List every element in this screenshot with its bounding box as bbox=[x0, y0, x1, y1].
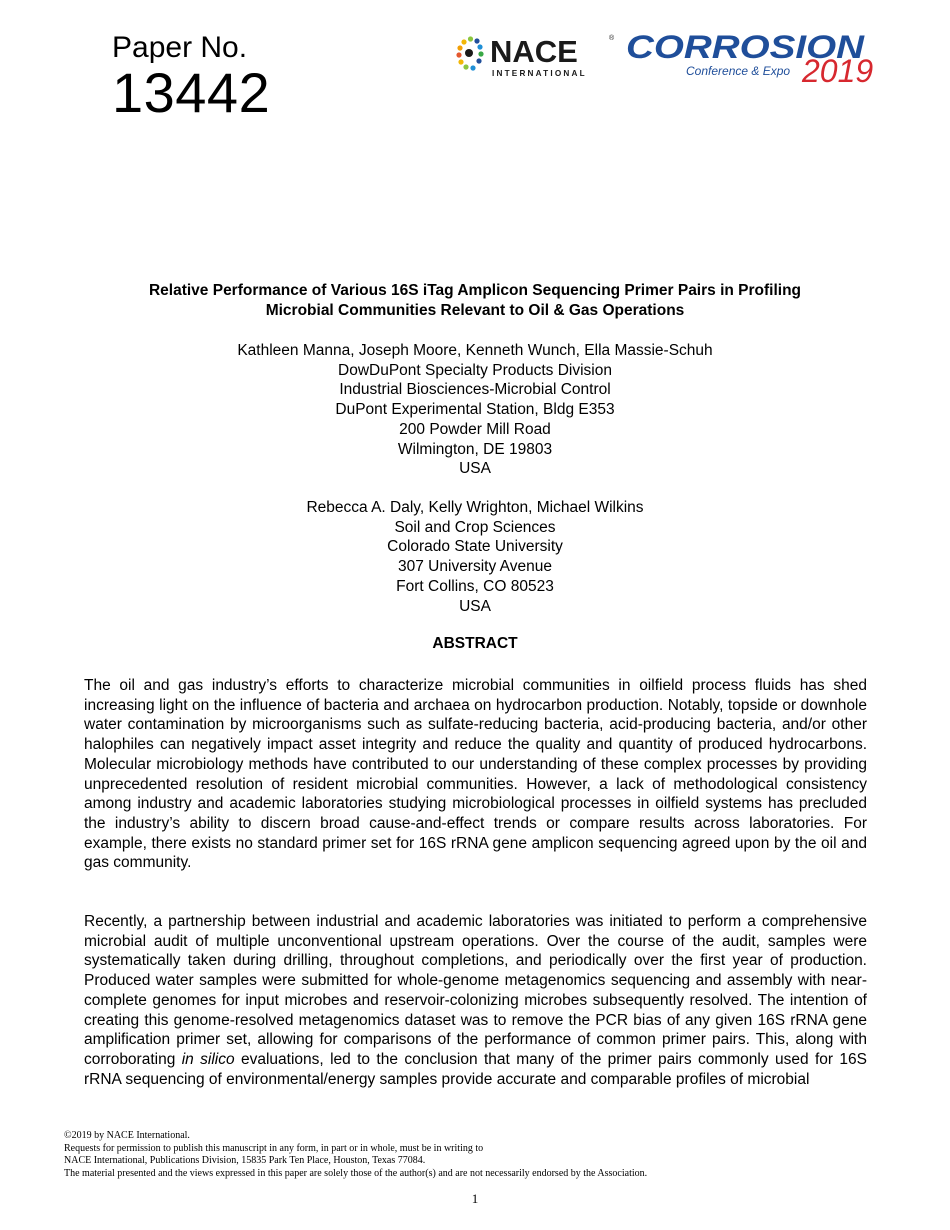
affiliation-line: DowDuPont Specialty Products Division bbox=[338, 361, 612, 379]
nace-logo bbox=[452, 32, 622, 80]
footer-line: The material presented and the views expressed in this paper are solely those of the author(s) and are not necessarily endorsed by the Association. bbox=[64, 1167, 648, 1179]
author-names: Rebecca A. Daly, Kelly Wrighton, Michael Wilkins bbox=[306, 499, 644, 516]
affiliation-line: USA bbox=[459, 460, 491, 478]
corrosion-logo bbox=[626, 30, 888, 88]
author-block-1 bbox=[80, 341, 870, 479]
paper-number-label: Paper No. bbox=[112, 31, 248, 64]
italic-term: in silico bbox=[181, 1050, 235, 1068]
corrosion-logo-subtext: Conference & Expo bbox=[686, 64, 791, 78]
footer-line: ©2019 by NACE International. bbox=[64, 1130, 190, 1141]
abstract-paragraph-1: The oil and gas industry’s efforts to characterize microbial communities in oilfield process fluids has shed increasing light on the influence of bacteria and archaea on hydrocarbon production. Notably, topside or downhole water contamination by microorganisms such as sulfate-reducing bacteria, acid-producing bacteria, and/or other halophiles can negatively impact asset integrity and reduce the quality and quantity of produced hydrocarbons. Molecular microbiology methods have contributed to our understanding of these complex processes by providing unprecedented resolution of resident microbial communities. However, a lack of methodological consistency among industry and academic laboratories studying microbiological processes in oilfield systems has precluded the industry’s ability to discern broad cause-and-effect trends or compare results across laboratories. For example, there exists no standard primer set for 16S rRNA gene amplicon sequencing agreed upon by the oil and gas community. bbox=[84, 677, 867, 872]
paper-number-block bbox=[112, 31, 271, 124]
affiliation-line: Soil and Crop Sciences bbox=[394, 518, 556, 536]
logos bbox=[452, 30, 892, 90]
affiliation-line: Wilmington, DE 19803 bbox=[397, 440, 553, 458]
author-names: Kathleen Manna, Joseph Moore, Kenneth Wunch, Ella Massie-Schuh bbox=[237, 342, 713, 359]
affiliation-line: 200 Powder Mill Road bbox=[399, 420, 551, 438]
title-line: Relative Performance of Various 16S iTag Amplicon Sequencing Primer Pairs in Profiling bbox=[148, 282, 802, 299]
abstract-heading: ABSTRACT bbox=[432, 635, 518, 652]
paragraph-text: evaluations, led to the conclusion that many of the primer pairs commonly used for 16S rRNA sequencing of environmental/energy samples provide accurate and comparable profiles of microbial bbox=[84, 1050, 867, 1088]
paper-title bbox=[80, 281, 870, 321]
page-number: 1 bbox=[471, 1191, 479, 1206]
nace-logo-subtext: INTERNATIONAL bbox=[492, 69, 587, 78]
author-block-2 bbox=[80, 498, 870, 616]
footer-line: Requests for permission to publish this manuscript in any form, in part or in whole, must be in writing to bbox=[64, 1142, 484, 1154]
abstract-paragraph-2 bbox=[84, 912, 867, 1089]
copyright-footer bbox=[64, 1130, 884, 1180]
footer-line: NACE International, Publications Division, 15835 Park Ten Place, Houston, Texas 77084. bbox=[64, 1155, 426, 1166]
affiliation-line: Industrial Biosciences-Microbial Control bbox=[339, 381, 611, 399]
affiliation-line: USA bbox=[459, 597, 491, 615]
registered-mark: ® bbox=[609, 35, 615, 42]
affiliation-line: 307 University Avenue bbox=[398, 558, 552, 576]
nace-globe-icon bbox=[456, 36, 483, 70]
corrosion-logo-text: CORROSION bbox=[626, 30, 866, 65]
nace-logo-text: NACE bbox=[490, 34, 578, 69]
title-line: Microbial Communities Relevant to Oil & Gas Operations bbox=[265, 302, 685, 319]
affiliation-line: Fort Collins, CO 80523 bbox=[396, 577, 554, 595]
corrosion-logo-year: 2019 bbox=[802, 53, 874, 88]
affiliation-line: DuPont Experimental Station, Bldg E353 bbox=[335, 401, 615, 419]
paragraph-text: Recently, a partnership between industrial and academic laboratories was initiated to perform a comprehensive microbial audit of multiple unconventional upstream operations. Over the course of the audit, samples were systematically taken during drilling, throughout completions, and periodically over the first year of production. Produced water samples were submitted for whole-genome metagenomics sequencing and assembly with near-complete genomes for input microbes and reservoir-colonizing microbes subsequently resolved. The intention of creating this genome-resolved metagenomics dataset was to remove the PCR bias of any given 16S rRNA gene amplification primer set, allowing for comparisons of the performance of common primer pairs. This, along with corroborating bbox=[84, 913, 867, 1068]
paper-number: 13442 bbox=[112, 61, 271, 124]
affiliation-line: Colorado State University bbox=[387, 538, 563, 556]
